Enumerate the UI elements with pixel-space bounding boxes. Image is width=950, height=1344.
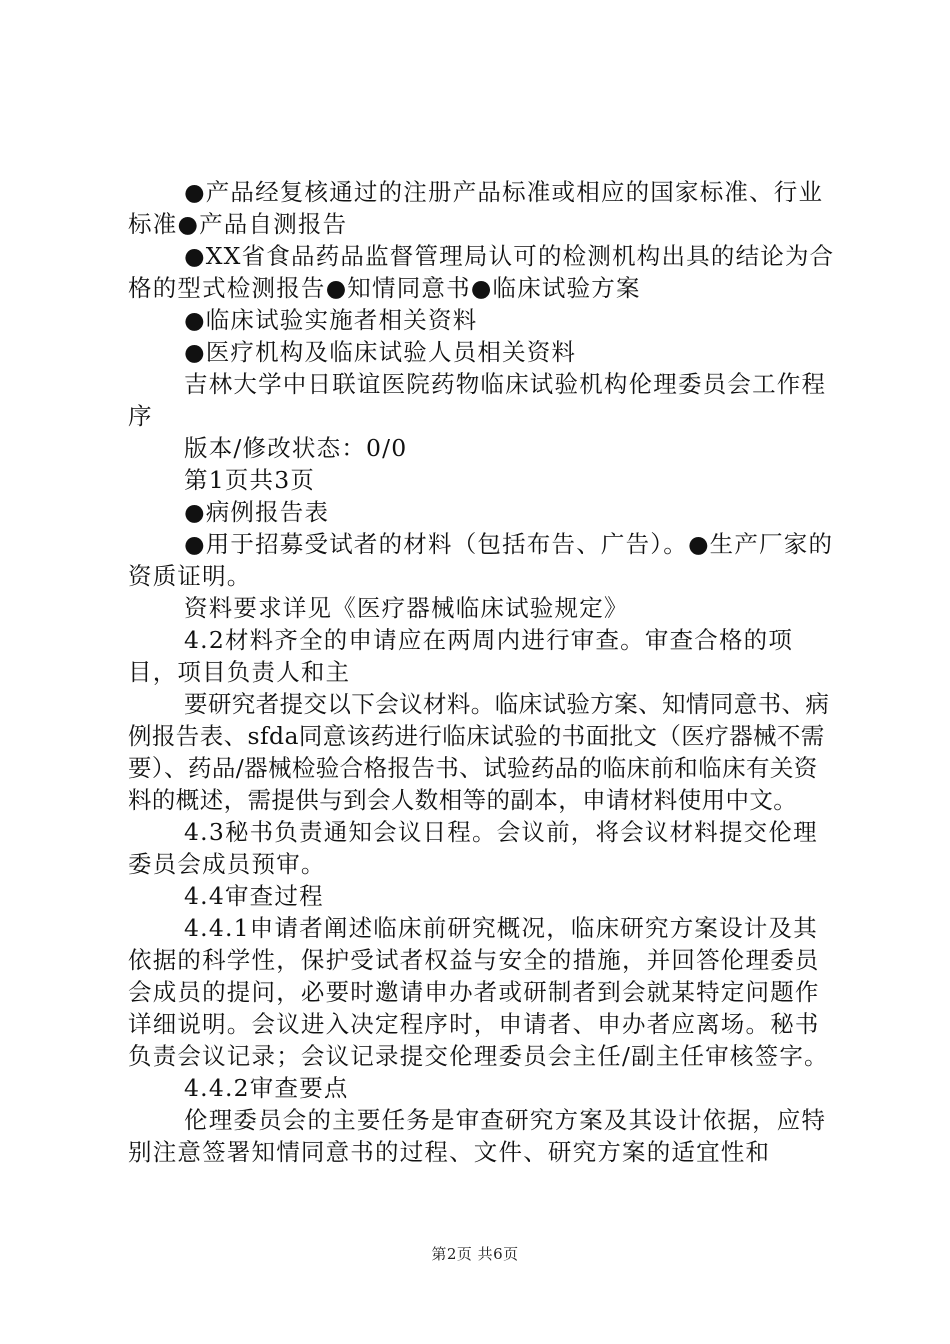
paragraph-section-4-3: 4.3秘书负责通知会议日程。会议前，将会议材料提交伦理委员会成员预审。 [128,818,818,878]
paragraph-version: 版本/修改状态：0/0 [184,434,408,462]
paragraph-inspection-report: ●XX省食品药品监督管理局认可的检测机构出具的结论为合格的型式检测报告●知情同意书●临床试验方案 [128,242,835,302]
paragraph-recruitment-materials: ●用于招募受试者的材料（包括布告、广告）。●生产厂家的资质证明。 [128,530,834,590]
document-body [128,176,840,1168]
paragraph-review-tasks: 伦理委员会的主要任务是审查研究方案及其设计依据，应特别注意签署知情同意书的过程、文件、研究方案的适宜性和 [128,1106,827,1166]
paragraph-section-4-4-2-heading: 4.4.2审查要点 [184,1074,349,1102]
page-footer: 第2页 共6页 [431,1245,519,1263]
paragraph-standards: ●产品经复核通过的注册产品标准或相应的国家标准、行业标准●产品自测报告 [128,178,824,238]
paragraph-meeting-materials: 要研究者提交以下会议材料。临床试验方案、知情同意书、病例报告表、sfda同意该药进行临床试验的书面批文（医疗器械不需要）、药品/器械检验合格报告书、试验药品的临床前和临床有关资料的概述，需提供与到会人数相等的副本，申请材料使用中文。 [128,690,830,814]
paragraph-case-report-form: ●病例报告表 [184,498,330,526]
paragraph-section-4-4-heading: 4.4审查过程 [184,882,324,910]
paragraph-implementer-materials: ●临床试验实施者相关资料 [184,306,478,334]
paragraph-requirements-reference: 资料要求详见《医疗器械临床试验规定》 [184,594,629,622]
paragraph-inner-page-number: 第1页共3页 [184,466,316,494]
paragraph-institution-materials: ●医疗机构及临床试验人员相关资料 [184,338,577,366]
paragraph-section-4-4-1: 4.4.1申请者阐述临床前研究概况，临床研究方案设计及其依据的科学性，保护受试者权益与安全的措施，并回答伦理委员会成员的提问，必要时邀请申办者或研制者到会就某特定问题作详细说明。会议进入决定程序时，申请者、申办者应离场。秘书负责会议记录；会议记录提交伦理委员会主任/副主任审核签字。 [128,914,829,1070]
paragraph-section-4-2: 4.2材料齐全的申请应在两周内进行审查。审查合格的项目，项目负责人和主 [128,626,794,686]
paragraph-procedure-title: 吉林大学中日联谊医院药物临床试验机构伦理委员会工作程序 [128,370,827,430]
